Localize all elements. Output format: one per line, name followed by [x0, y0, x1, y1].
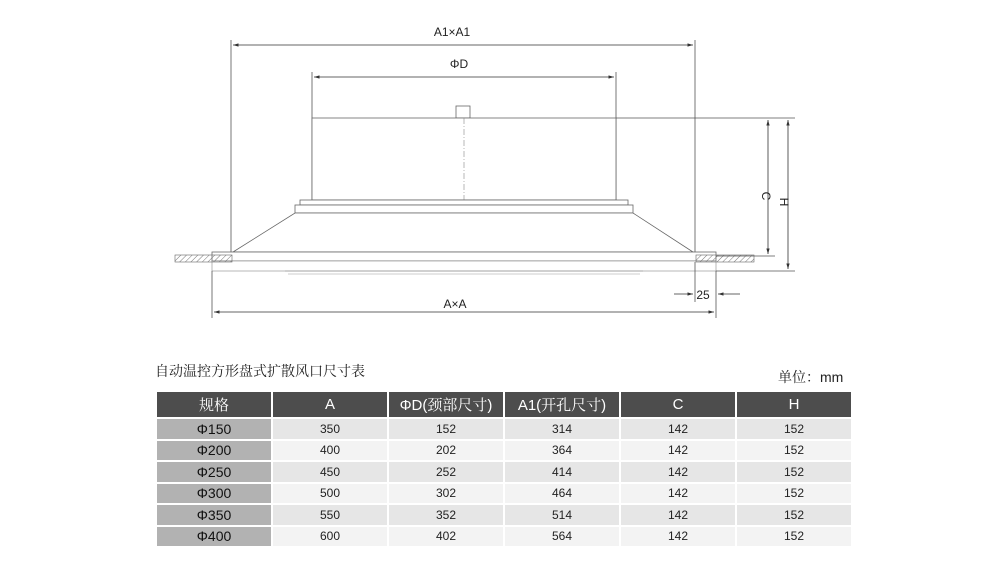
dimension-a-label: A×A — [443, 297, 467, 311]
header-h: H — [737, 392, 851, 417]
cell-d: 152 — [389, 419, 503, 439]
table-row — [157, 419, 851, 439]
cell-d: 302 — [389, 484, 503, 504]
cell-a: 450 — [273, 462, 387, 482]
table-header-row — [157, 392, 851, 417]
cell-d: 252 — [389, 462, 503, 482]
table-row — [157, 484, 851, 504]
cell-spec: Φ250 — [157, 462, 271, 482]
cell-a: 350 — [273, 419, 387, 439]
cell-c: 142 — [621, 527, 735, 547]
cell-spec: Φ400 — [157, 527, 271, 547]
spec-table — [155, 390, 853, 548]
dimension-a — [212, 271, 716, 318]
cell-a1: 414 — [505, 462, 619, 482]
cell-spec: Φ150 — [157, 419, 271, 439]
cell-h: 152 — [737, 419, 851, 439]
cell-h: 152 — [737, 484, 851, 504]
cell-a: 500 — [273, 484, 387, 504]
dimension-flange-label: 25 — [696, 288, 710, 302]
dimension-a1-label: A1×A1 — [433, 25, 471, 39]
table-row — [157, 527, 851, 547]
table-row — [157, 441, 851, 461]
cell-h: 152 — [737, 441, 851, 461]
cell-a1: 364 — [505, 441, 619, 461]
header-a: A — [273, 392, 387, 417]
header-spec: 规格 — [157, 392, 271, 417]
cell-a: 550 — [273, 505, 387, 525]
dimension-h-label: H — [777, 197, 791, 207]
cell-h: 152 — [737, 462, 851, 482]
cell-a1: 514 — [505, 505, 619, 525]
cell-a1: 314 — [505, 419, 619, 439]
cell-c: 142 — [621, 505, 735, 525]
cell-d: 202 — [389, 441, 503, 461]
cell-spec: Φ300 — [157, 484, 271, 504]
cell-h: 152 — [737, 505, 851, 525]
cell-d: 402 — [389, 527, 503, 547]
table-row — [157, 505, 851, 525]
cell-d: 352 — [389, 505, 503, 525]
diffuser-body — [212, 106, 716, 274]
unit-label: 单位：mm — [778, 369, 844, 385]
cell-a1: 564 — [505, 527, 619, 547]
table-title: 自动温控方形盘式扩散风口尺寸表 — [155, 363, 365, 379]
header-a1: A1(开孔尺寸) — [505, 392, 619, 417]
cell-c: 142 — [621, 419, 735, 439]
header-c: C — [621, 392, 735, 417]
cell-c: 142 — [621, 484, 735, 504]
cell-a1: 464 — [505, 484, 619, 504]
cell-c: 142 — [621, 441, 735, 461]
dimension-c-label: C — [759, 191, 773, 201]
cell-c: 142 — [621, 462, 735, 482]
dimension-d-label: ΦD — [449, 57, 469, 71]
cell-h: 152 — [737, 527, 851, 547]
header-d: ΦD(颈部尺寸) — [389, 392, 503, 417]
cell-a: 600 — [273, 527, 387, 547]
cell-a: 400 — [273, 441, 387, 461]
cell-spec: Φ350 — [157, 505, 271, 525]
cell-spec: Φ200 — [157, 441, 271, 461]
table-row — [157, 462, 851, 482]
